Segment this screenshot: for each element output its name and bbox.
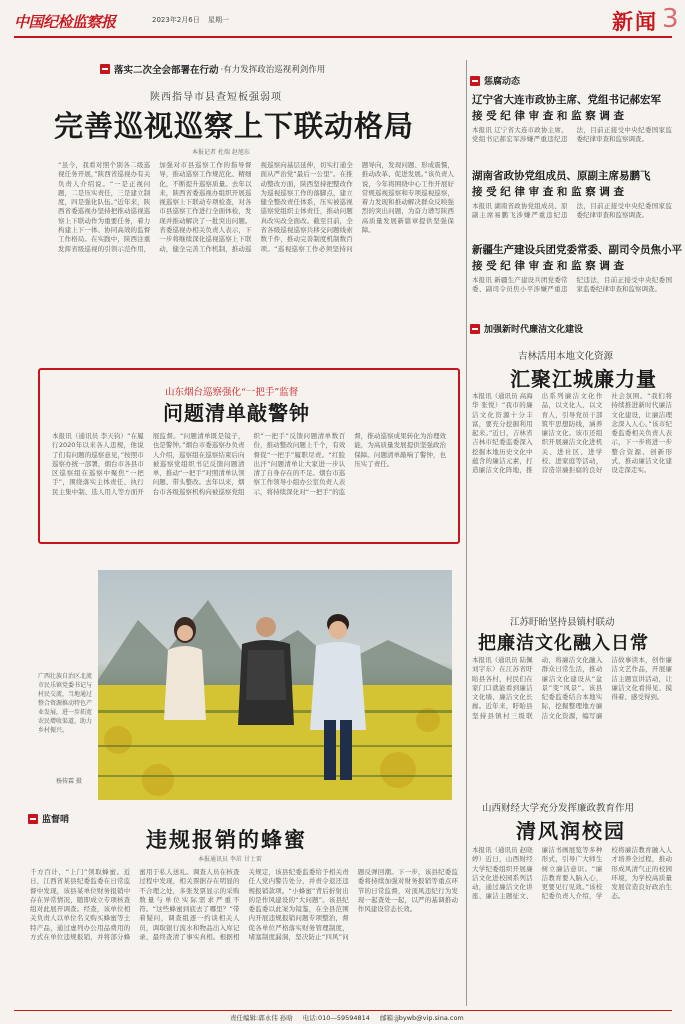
section-icon: [470, 76, 480, 86]
photo-caption: 广西壮族自治区北流市民乐镇党委书记与村民交流，当地通过整合资源推动特色产业发展，进一步拓宽农民增收渠道，助力乡村振兴。: [38, 673, 93, 734]
culture-section-text: 加强新时代廉洁文化建设: [484, 325, 584, 335]
top-story-body: “虽今，我看对照个别各二级巡视任务开展，”陕西省巡视办有关负责人介绍说。“一是正视问题，二是压实责任，三是建立制度，四是强化队伍。”近年来，陕西省委巡视办坚持把推动巡视巡察上下联动作为重要任务，着力构建上下一体、协同高效的监督工作格局。在实践中，陕西注重发挥省级巡视的引领示范作用，加强对市县巡察工作的指导督导，推动巡察工作规范化、精细化，不断提升巡察质量。去年以来，陕西省委巡视办组织开展巡视巡察上下联动专项检查，对各市县巡察工作进行全面体检，发现并推动解决了一批突出问题。省委巡视办相关负责人表示，下一步将继续深化巡视巡察上下联动，健全完善工作机制，推动巡视巡察向基层延伸，切实打通全面从严治党“最后一公里”。在推动整改方面，陕西坚持把整改作为巡视巡察工作的落脚点，建立健全整改责任体系，压实被巡视巡察党组织主体责任，推动问题真改实改全面改。截至目前，全省各级巡视巡察共移交问题线索数千件，推动完善制度机制数百项。“巡视巡察工作必须坚持问题导向，发现问题、形成震慑，推动改革、促进发展。”该负责人说，今年将围绕中心工作开展好常规巡视巡察和专项巡视巡察，着力发现和推动解决群众反映强烈的突出问题，为奋力谱写陕西高质量发展新篇章提供坚强保障。: [58, 161, 454, 253]
issue-date: 2023年2月6日: [152, 16, 200, 24]
photo-credit: 杨传霖 摄: [56, 778, 82, 785]
culture-3-kicker: 山西财经大学充分发挥廉政教育作用: [482, 803, 635, 814]
culture-1-body: 本报讯（通讯员 高海华 张悦）“我市的廉洁文化资源十分丰富，要充分挖掘利用起来。”近日，吉林省吉林市纪委监委深入挖掘本地历史文化中蕴含的廉洁元素，打造廉洁文化阵地，推出系列廉洁文化作品，以文化人、以文育人，引导党员干部筑牢思想防线，涵养廉洁文化。该市还组织开展廉洁文化进机关、进社区、进学校、进家庭等活动，营造崇廉拒腐的良好社会氛围。“我们将持续推进新时代廉洁文化建设，让廉洁理念深入人心。”该市纪委监委相关负责人表示，下一步将进一步整合资源、创新形式，推动廉洁文化建设走深走实。: [472, 392, 672, 475]
footer-rule: [14, 1010, 672, 1011]
top-story-byline: 本报记者 杜瑞 赵旭东: [192, 149, 250, 156]
culture-section-label: [470, 322, 583, 335]
masthead: [0, 0, 685, 38]
banner-icon: [100, 64, 110, 74]
issue-weekday: 星期一: [208, 16, 229, 24]
culture-2-kicker: 江苏盱眙坚持县镇村联动: [510, 617, 615, 628]
bottom-headline: 违规报销的蜂蜜: [146, 827, 307, 852]
page-number: 3: [662, 4, 679, 34]
news-3-headline-2: 接 受 纪 律 审 查 和 监 察 调 查: [472, 260, 625, 272]
footer: [230, 1013, 464, 1022]
section-icon: [28, 814, 38, 824]
column-divider: [466, 60, 467, 1006]
footer-phone: 电话:010—59594814: [302, 1014, 370, 1022]
newspaper-logo: 中国纪检监察报: [14, 13, 116, 31]
masthead-rule: [14, 36, 672, 38]
footer-editor: 责任编辑:郭永伟 孙晗: [230, 1014, 293, 1022]
bottom-body: 千方百计，“上门”领取蜂蜜。近日，江西省某县纪委监委在日常监督中发现，该县某单位财务报销中存在异常情况，随即成立专项核查组对此展开调查。经查，该单位相关负责人以单位名义购买蜂蜜等土特产品，通过虚列办公用品费用的方式在单位违规报销，并将部分蜂蜜用于私人送礼。调查人员在核查过程中发现，相关票据存在明显的不合理之处，多张发票显示的采购数量与单位实际需求严重不符。“这些蜂蜜到底去了哪里？”带着疑问，调查组逐一约谈相关人员，调取银行流水和物品出入库记录，最终查清了事实真相。根据相关规定，该县纪委监委给予相关责任人党内警告处分，并责令退还违规报销款项。“小蜂蜜”背后折射出的是作风建设的“大问题”。该县纪委监委以此案为镜鉴，在全县范围内开展违规报销问题专项整治，督促各单位严格落实财务管理制度，堵塞制度漏洞，坚决防止“四风”问题反弹回潮。下一步，该县纪委监委将持续加强对财务报销等重点环节的日常监督，对顶风违纪行为发现一起查处一起，以严的基调推动作风建设常态长效。: [30, 868, 458, 942]
culture-1-kicker: 吉林活用本地文化资源: [518, 351, 614, 362]
culture-2-headline: 把廉洁文化融入日常: [478, 633, 649, 654]
news-1-body: 本报讯 辽宁省大连市政协主席、党组书记郝宏军涉嫌严重违纪违法，目前正接受中央纪委国家监委纪律审查和监察调查。: [472, 126, 672, 144]
news-3-headline-1: 新疆生产建设兵团党委常委、副司令员焦小平: [472, 244, 682, 256]
banner: [100, 62, 325, 76]
banner-lead: 落实二次全会部署在行动: [114, 65, 219, 76]
section-title: 新闻: [612, 9, 658, 34]
banner-tail: ·有力发挥政治巡视利剑作用: [220, 65, 326, 75]
top-story-headline: 完善巡视巡察上下联动格局: [54, 109, 415, 143]
right-section-text: 惩腐动态: [484, 77, 521, 87]
photo-scene: [98, 570, 452, 800]
news-1-headline-2: 接 受 纪 律 审 查 和 监 察 调 查: [472, 110, 625, 122]
news-2-headline-2: 接 受 纪 律 审 查 和 监 察 调 查: [472, 186, 625, 198]
culture-3-headline: 清风润校园: [516, 819, 626, 843]
news-1-headline-1: 辽宁省大连市政协主席、党组书记郝宏军: [472, 94, 661, 106]
news-3-body: 本报讯 新疆生产建设兵团党委常委、副司令员焦小平涉嫌严重违纪违法，目前正接受中央纪委国家监委纪律审查和监察调查。: [472, 276, 672, 294]
culture-3-body: 本报讯（通讯员 赵晓婷）近日，山西财经大学纪委组织开展廉洁文化进校园系列活动，通过廉洁文化讲座、廉洁主题征文、廉洁书画展览等多种形式，引导广大师生树立廉洁意识。“廉洁教育要入脑入心，更要见行见效。”该校纪委负责人介绍，学校将廉洁教育融入人才培养全过程，推动形成风清气正的校园环境，为学校高质量发展营造良好政治生态。: [472, 846, 672, 901]
culture-1-headline: 汇聚江城廉力量: [510, 367, 657, 391]
culture-2-body: 本报讯（通讯员 陆佩 刘宇东）在江苏省盱眙县各村，村民们在家门口就能看到廉洁文化墙、廉洁文化长廊。近年来，盱眙县坚持县镇村三级联动，将廉洁文化融入群众日常生活，推动廉洁文化建设从“盆景”变“风景”。该县纪委监委结合本地实际，挖掘整理地方廉洁文化资源，编写廉洁故事读本，创作廉洁文艺作品，开展廉洁主题宣讲活动，让廉洁文化看得见、摸得着、感受得到。: [472, 656, 672, 720]
bottom-byline: 本报通讯员 李茁 甘士雷: [198, 856, 262, 863]
inset-kicker: 山东烟台巡察强化“一把手”监督: [165, 387, 299, 398]
bottom-section-label: [28, 812, 69, 825]
news-2-headline-1: 湖南省政协党组成员、原副主席易鹏飞: [472, 170, 651, 182]
news-photo: [98, 570, 452, 800]
footer-email: 邮箱:jjbywb@vip.sina.com: [379, 1014, 464, 1022]
right-section-label: [470, 74, 520, 87]
top-story-kicker: 陕西指导市县查短板强弱项: [150, 92, 282, 103]
section-icon: [470, 324, 480, 334]
bottom-section-text: 监督哨: [42, 815, 70, 825]
news-2-body: 本报讯 湖南省政协党组成员、原副主席易鹏飞涉嫌严重违纪违法，目前正接受中央纪委国家监委纪律审查和监察调查。: [472, 202, 672, 220]
inset-headline: 问题清单敲警钟: [163, 401, 310, 425]
inset-body: 本报讯（通讯员 李天钧）“在履行2020年以来各人违规，他说了们有问题的巡察意见，”按照市巡察办统一部署，烟台市各县市区巡察组在巡察中聚焦“一把手”，围绕落实主体责任、执行民主集中制、选人用人等方面开展监督。“问题清单既是镜子，也是警钟。”烟台市委巡察办负责人介绍，巡察组在巡察结束后向被巡察党组织书记反馈问题清单，推动“一把手”对照清单认领问题、带头整改。去年以来，烟台市各级巡察机构向被巡察党组织“一把手”反馈问题清单数百份，推动整改问题上千个，有效督促“一把手”履职尽责。“红脸出汗”问题清单让大家进一步认清了自身存在的不足。烟台市巡察工作领导小组办公室负责人表示，将持续深化对“一把手”的监督，推动巡察成果转化为治理效能，为高质量发展提供坚强政治保障。问题清单敲响了警钟，也压实了责任。: [52, 432, 446, 496]
